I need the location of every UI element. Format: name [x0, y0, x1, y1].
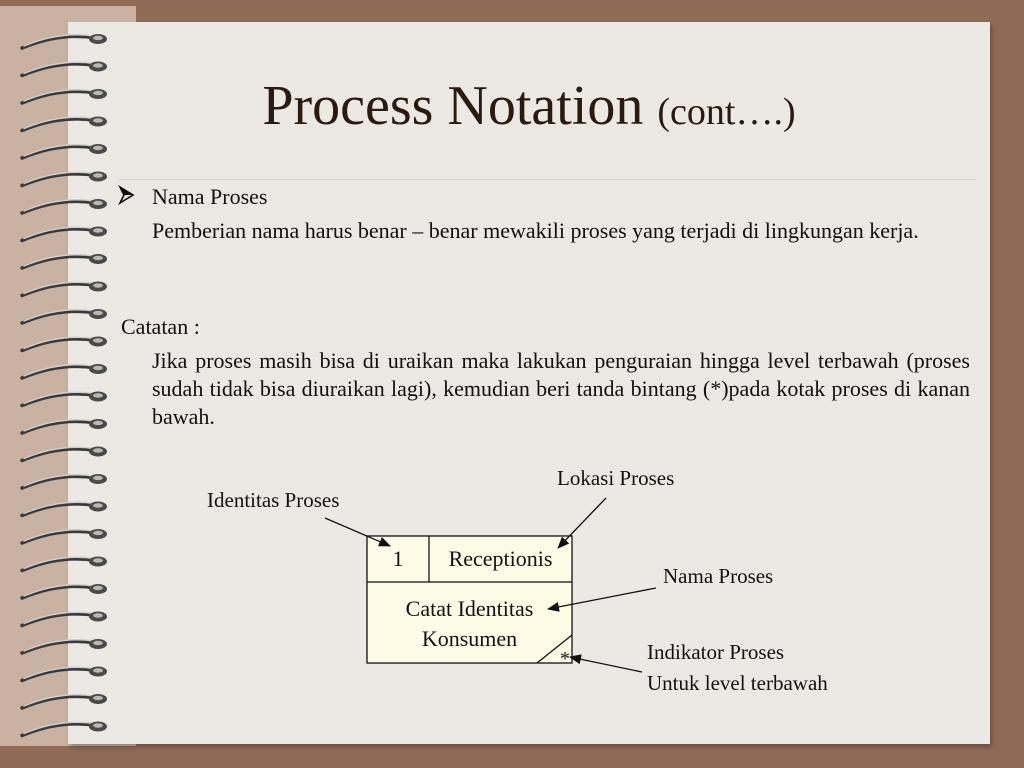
process-name-line2: Konsumen: [421, 626, 518, 651]
process-name-line1: Catat Identitas: [405, 596, 534, 621]
label-identity: Identitas Proses: [207, 488, 340, 512]
arrow-indicator: [570, 657, 642, 672]
label-indicator-line1: Indikator Proses: [647, 640, 785, 664]
note-text: Jika proses masih bisa di uraikan maka lakukan penguraian hingga level terbawah (proses sudah tidak bisa diuraikan lagi), kemudian beri tanda bintang (*)pada kotak proses di kanan bawah.: [152, 348, 970, 429]
title-main: Process Notation: [262, 75, 644, 137]
note-heading: Catatan :: [121, 314, 200, 339]
bullet-text: Pemberian nama harus benar – benar mewakili proses yang terjadi di lingkungan kerja.: [152, 218, 919, 243]
process-indicator: *: [560, 648, 570, 670]
arrow-identity: [325, 518, 390, 546]
label-indicator-line2: Untuk level terbawah: [647, 671, 828, 695]
label-location: Lokasi Proses: [557, 466, 675, 490]
process-location: Receptionis: [448, 546, 553, 571]
arrow-location: [558, 498, 606, 548]
process-number: 1: [392, 546, 404, 571]
title-sub: (cont….): [657, 91, 796, 133]
label-name: Nama Proses: [663, 564, 774, 588]
bullet-heading: Nama Proses: [152, 184, 268, 209]
